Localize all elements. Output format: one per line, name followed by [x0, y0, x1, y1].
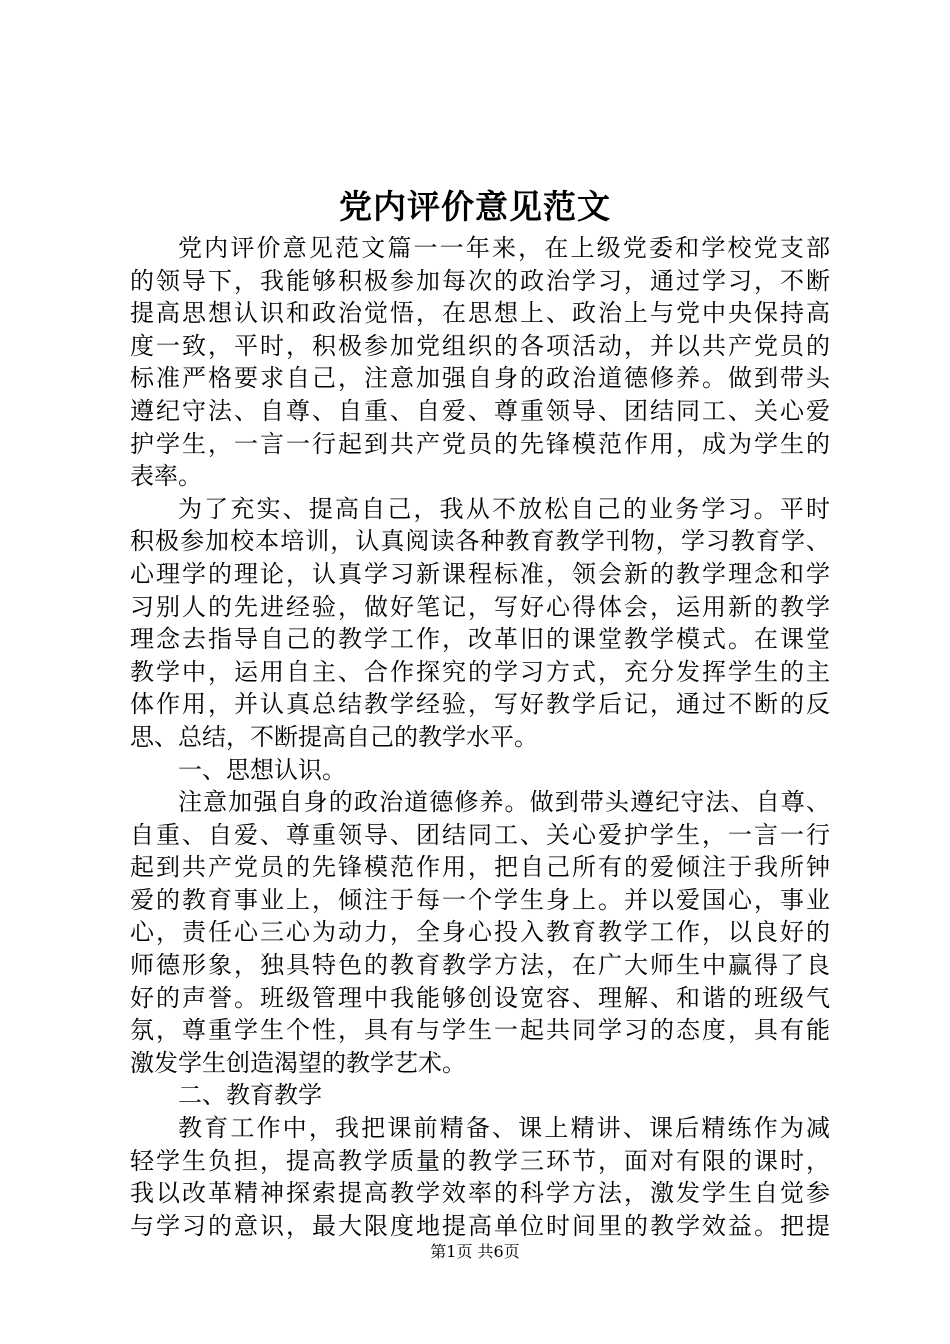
- text-line: 党内评价意见范文篇一一年来，在上级党委和学校党支部: [178, 234, 830, 262]
- text-line: 教育工作中，我把课前精备、课上精讲、课后精练作为减: [178, 1114, 830, 1143]
- text-line: 体作用，并认真总结教学经验，写好教学后记，通过不断的反: [130, 690, 830, 719]
- text-line: 二、教育教学: [178, 1081, 322, 1110]
- text-line: 师德形象，独具特色的教育教学方法，在广大师生中赢得了良: [130, 951, 830, 980]
- text-line: 表率。: [130, 462, 202, 491]
- text-line: 理念去指导自己的教学工作，改革旧的课堂教学模式。在课堂: [130, 625, 830, 654]
- text-line: 积极参加校本培训，认真阅读各种教育教学刊物，学习教育学、: [130, 527, 830, 556]
- text-line: 提高思想认识和政治觉悟，在思想上、政治上与党中央保持高: [130, 299, 830, 328]
- text-line: 好的声誉。班级管理中我能够创设宽容、理解、和谐的班级气: [130, 983, 830, 1012]
- document-body: [130, 232, 830, 1242]
- text-line: 教学中，运用自主、合作探究的学习方式，充分发挥学生的主: [130, 657, 830, 686]
- text-line: 标准严格要求自己，注意加强自身的政治道德修养。做到带头: [130, 364, 830, 393]
- text-line: 爱的教育事业上，倾注于每一个学生身上。并以爱国心，事业: [130, 885, 830, 914]
- text-line: 氛，尊重学生个性，具有与学生一起共同学习的态度，具有能: [130, 1016, 830, 1045]
- text-line: 起到共产党员的先锋模范作用，把自己所有的爱倾注于我所钟: [130, 853, 830, 882]
- text-line: 度一致，平时，积极参加党组织的各项活动，并以共产党员的: [130, 331, 830, 360]
- text-line: 护学生，一言一行起到共产党员的先锋模范作用，成为学生的: [130, 429, 830, 458]
- text-line: 轻学生负担，提高教学质量的教学三环节，面对有限的课时，: [130, 1146, 830, 1175]
- document-title: 党内评价意见范文: [339, 187, 611, 226]
- text-line: 心理学的理论，认真学习新课程标准，领会新的教学理念和学: [130, 559, 830, 588]
- text-line: 一、思想认识。: [178, 755, 346, 784]
- text-line: 自重、自爱、尊重领导、团结同工、关心爱护学生，一言一行: [130, 820, 830, 849]
- page-footer: 第1页 共6页: [430, 1242, 520, 1261]
- text-line: 遵纪守法、自尊、自重、自爱、尊重领导、团结同工、关心爱: [130, 396, 830, 425]
- text-line: 激发学生创造渴望的教学艺术。: [130, 1048, 466, 1077]
- text-line: 心，责任心三心为动力，全身心投入教育教学工作，以良好的: [130, 918, 830, 947]
- text-line: 思、总结，不断提高自己的教学水平。: [130, 722, 538, 751]
- text-line: 的领导下，我能够积极参加每次的政治学习，通过学习，不断: [130, 266, 830, 295]
- text-line: 我以改革精神探索提高教学效率的科学方法，激发学生自觉参: [130, 1179, 830, 1208]
- text-line: 习别人的先进经验，做好笔记，写好心得体会，运用新的教学: [130, 592, 830, 621]
- text-line: 为了充实、提高自己，我从不放松自己的业务学习。平时: [178, 494, 830, 523]
- text-line: 注意加强自身的政治道德修养。做到带头遵纪守法、自尊、: [178, 788, 830, 817]
- text-line: 与学习的意识，最大限度地提高单位时间里的教学效益。把提: [130, 1211, 830, 1240]
